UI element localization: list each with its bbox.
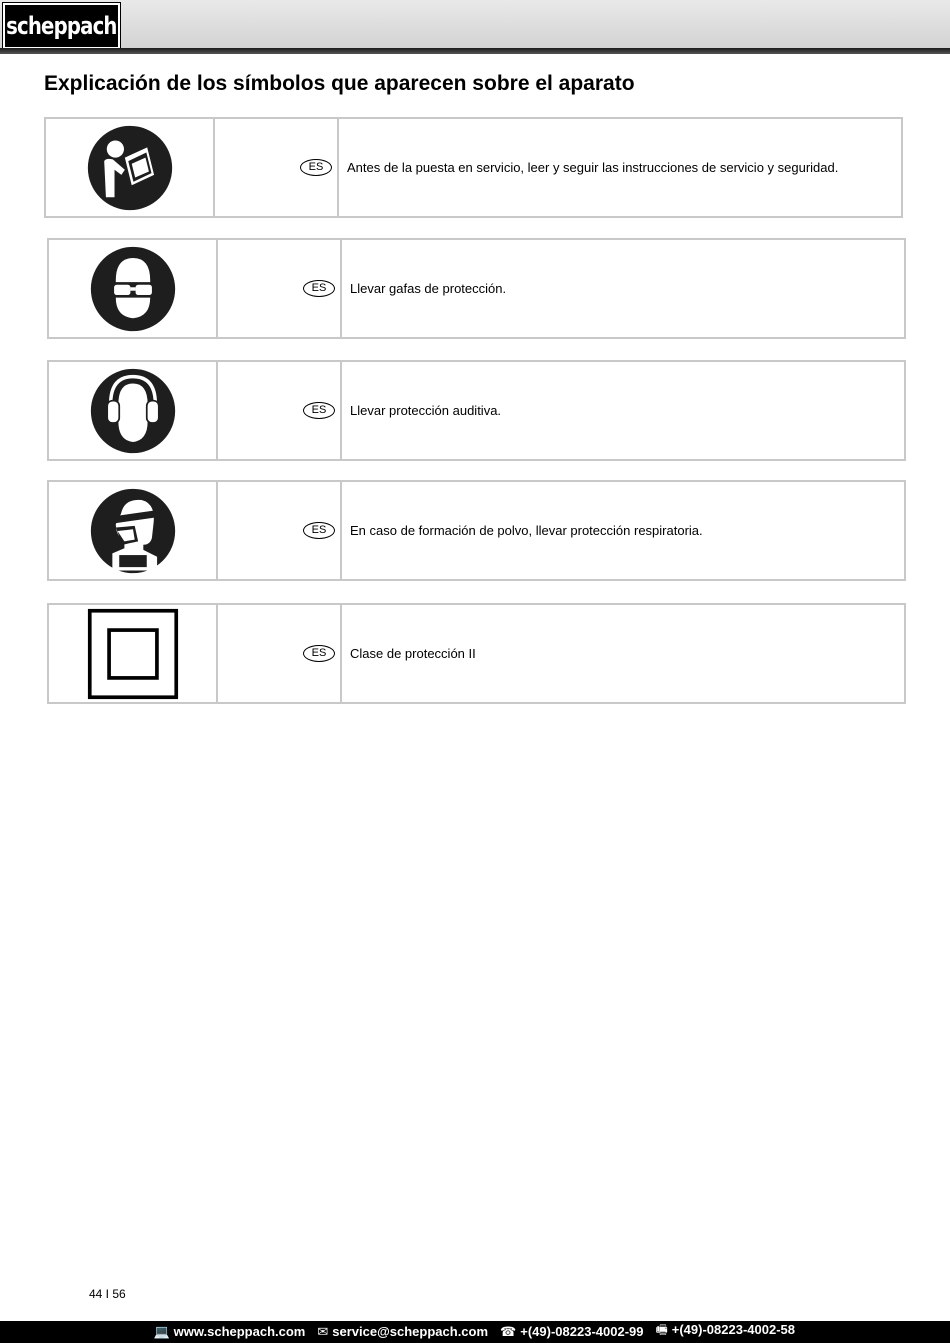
header-band [0,0,950,48]
symbol-description: Clase de protección II [350,646,476,661]
protection-class-ii-icon [87,608,179,700]
footer-fax-text: +(49)-08223-4002-58 [671,1322,795,1337]
symbol-description: Llevar protección auditiva. [350,403,502,418]
safety-goggles-icon [90,246,176,332]
footer-fax [655,1321,795,1343]
footer-email-text: service@scheppach.com [332,1324,489,1339]
symbol-row [47,238,906,339]
language-badge: ES [303,402,335,419]
language-cell [218,482,342,579]
header-rule [0,48,950,54]
symbol-icon-cell [49,240,218,337]
symbol-icon-cell [49,482,218,579]
computer-icon: 💻 [153,1324,170,1339]
language-badge: ES [300,159,332,176]
language-badge: ES [303,645,335,662]
footer-website-text: www.scheppach.com [173,1324,306,1339]
symbol-description: Llevar gafas de protección. [350,281,507,296]
footer-email[interactable] [317,1324,488,1340]
symbol-icon-cell [46,119,215,216]
symbol-row [47,360,906,461]
symbol-row [44,117,903,218]
symbol-icon-cell [49,605,218,702]
phone-icon: ☎ [500,1324,517,1339]
footer-phone [500,1324,643,1340]
respiratory-mask-icon [90,488,176,574]
language-cell [215,119,339,216]
brand-logo [3,3,120,49]
mail-icon: ✉ [317,1324,329,1339]
symbol-description: Antes de la puesta en servicio, leer y seguir las instrucciones de servicio y seguridad. [347,160,839,175]
symbol-row [47,603,906,704]
footer-phone-text: +(49)-08223-4002-99 [520,1324,644,1339]
language-cell [218,362,342,459]
read-manual-icon [87,125,173,211]
language-badge: ES [303,280,335,297]
symbol-description: En caso de formación de polvo, llevar protección respiratoria. [350,523,703,538]
symbol-icon-cell [49,362,218,459]
page-title: Explicación de los símbolos que aparecen sobre el aparato [44,72,635,95]
footer-bar [0,1321,950,1343]
footer-website[interactable] [153,1324,305,1340]
language-cell [218,605,342,702]
fax-icon: 🖷 [655,1322,668,1337]
ear-protection-icon [90,368,176,454]
page-number: 44 I 56 [89,1287,126,1301]
symbol-row [47,480,906,581]
language-cell [218,240,342,337]
language-badge: ES [303,522,335,539]
brand-logo-text: scheppach [6,12,117,40]
